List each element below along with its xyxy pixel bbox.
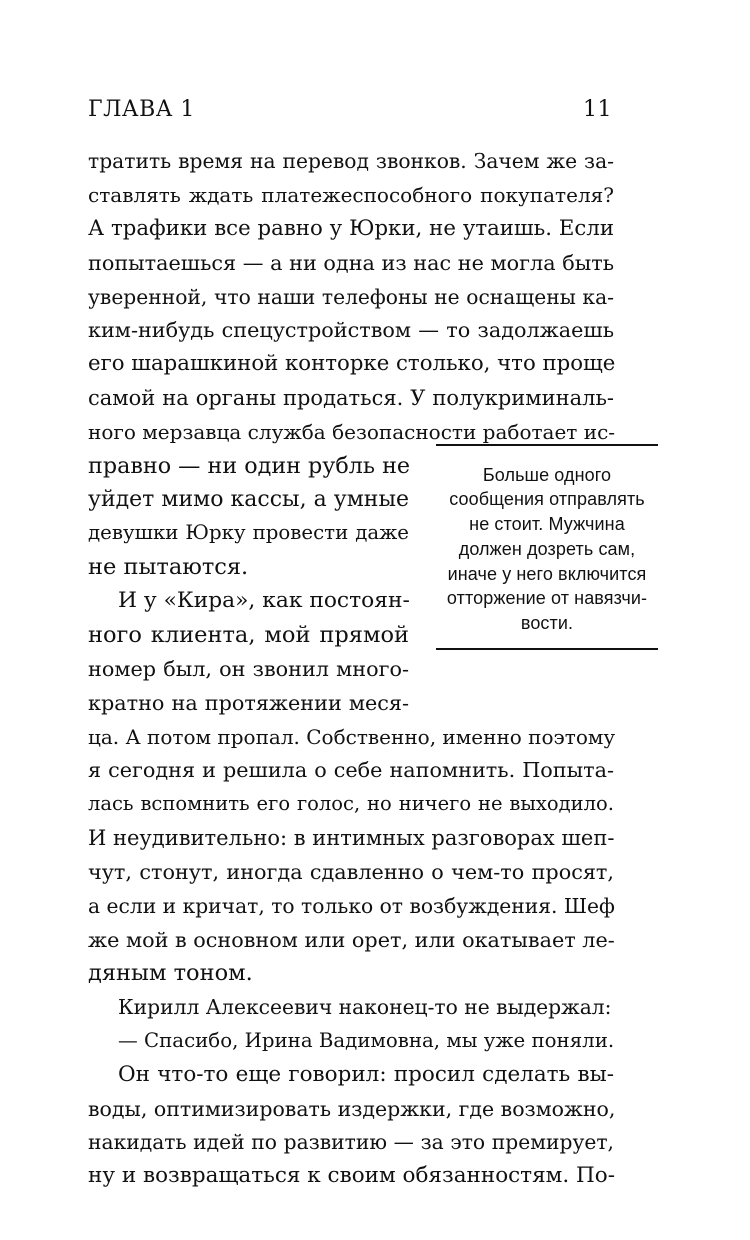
- body-line: ставлять ждать платежеспособного покупателя?: [88, 183, 614, 207]
- body-line: ца. А потом пропал. Собственно, именно поэтому: [88, 725, 616, 749]
- body-line: Кирилл Алексеевич наконец-то не выдержал:: [118, 995, 612, 1019]
- body-line: уверенной, что наши телефоны не оснащены ка-: [88, 285, 614, 309]
- body-line: накидать идей по развитию — за это премирует,: [88, 1130, 614, 1154]
- page-number: 11: [583, 97, 612, 122]
- sidebar-line: вости.: [520, 613, 574, 633]
- body-line: ну и возвращаться к своим обязанностям. По-: [88, 1163, 615, 1188]
- body-line: воды, оптимизировать издержки, где возможно,: [88, 1097, 616, 1121]
- body-line: А трафики все равно у Юрки, не утаишь. Если: [88, 216, 614, 241]
- body-line: номер был, он звонил много-: [88, 657, 409, 681]
- body-line: ного мерзавца служба безопасности работает ис-: [88, 420, 616, 444]
- body-line: И неудивительно: в интимных разговорах шеп-: [88, 826, 615, 850]
- body-line: а если и кричат, то только от возбуждения. Шеф: [88, 894, 615, 918]
- body-line: не пытаются.: [88, 554, 249, 580]
- body-line: ного клиента, мой прямой: [88, 622, 409, 648]
- body-line: дяным тоном.: [88, 960, 253, 986]
- body-line: чут, стонут, иногда сдавленно о чем-то просят,: [88, 860, 614, 884]
- body-line: самой на органы продаться. У полукриминаль-: [88, 386, 614, 410]
- body-line: тратить время на перевод звонков. Зачем же за-: [88, 149, 614, 173]
- body-line: уйдет мимо кассы, а умные: [88, 487, 409, 512]
- sidebar-line: Больше одного: [482, 465, 612, 485]
- sidebar-line: сообщения отправлять: [449, 489, 645, 509]
- body-line: ким-нибудь спецустройством — то задолжаешь: [88, 318, 614, 342]
- sidebar-line: не стоит. Мужчина: [469, 514, 625, 534]
- body-line: правно — ни один рубль не: [88, 453, 411, 479]
- sidebar-top-rule: [436, 444, 658, 446]
- body-line: девушки Юрку провести даже: [88, 521, 409, 544]
- chapter-heading: ГЛАВА 1: [88, 97, 195, 122]
- body-line: его шарашкиной конторке столько, что проще: [88, 351, 616, 376]
- body-line: же мой в основном или орет, или окатывает ле-: [88, 928, 615, 952]
- body-line: попытаешься — а ни одна из нас не могла быть: [88, 251, 614, 275]
- body-line: лась вспомнить его голос, но ничего не выходило.: [88, 792, 614, 815]
- body-line: Он что-то еще говорил: просил сделать вы-: [118, 1062, 614, 1087]
- body-line: кратно на протяжении меся-: [88, 691, 409, 715]
- sidebar-line: иначе у него включится: [447, 564, 647, 584]
- body-line: И у «Кира», как постоян-: [118, 588, 410, 613]
- sidebar-line: отторжение от навязчи-: [446, 588, 648, 608]
- sidebar-bottom-rule: [436, 648, 658, 650]
- sidebar-line: должен дозреть сам,: [458, 539, 636, 559]
- body-line: — Спасибо, Ирина Вадимовна, мы уже поняли.: [118, 1029, 615, 1052]
- body-line: я сегодня и решила о себе напомнить. Попыта-: [88, 758, 614, 782]
